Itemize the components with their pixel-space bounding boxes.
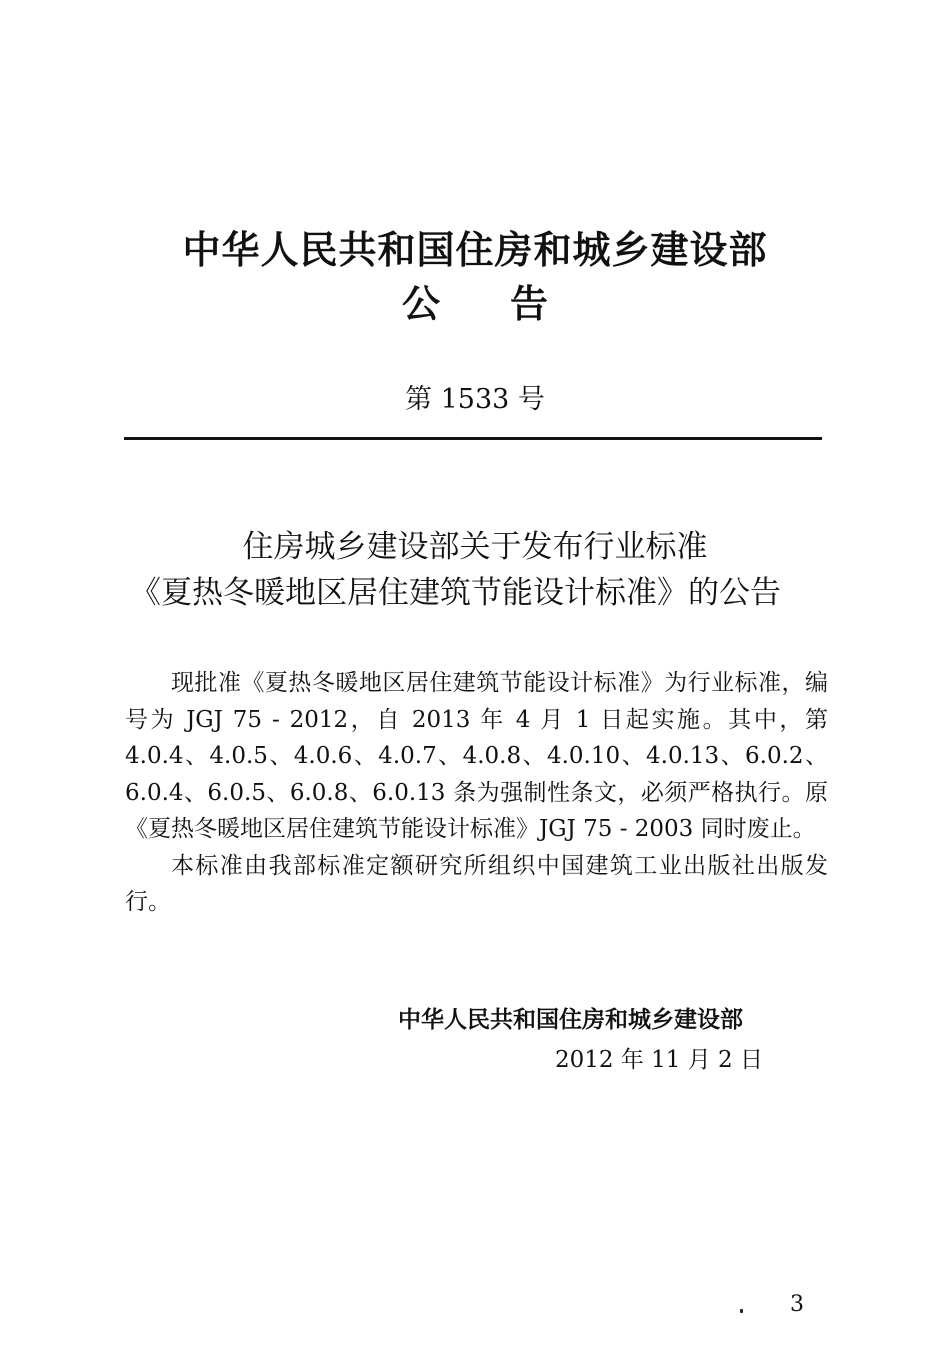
signature-issuer: 中华人民共和国住房和城乡建设部 — [398, 1007, 743, 1033]
header-divider — [124, 437, 822, 440]
scan-speck — [740, 1309, 743, 1313]
issuer-heading: 中华人民共和国住房和城乡建设部 — [182, 228, 768, 272]
notice-number: 第 1533 号 — [405, 384, 545, 415]
notice-label: 公告 — [401, 282, 618, 326]
body-paragraph: 现批准《夏热冬暖地区居住建筑节能设计标准》为行业标准，编号为 JGJ 75 - 2012，自 2013 年 4 月 1 日起实施。其中，第 4.0.4、4.0.5、4.0.6、4.0.7、4.0.8、4.0.10、4.0.13、6.0.2、6.0.4、6.0.5、6.0.8、6.0.13 条为强制性条文，必须严格执行。原《夏热冬暖地区居住建筑节能设计标准》JGJ 75 - 2003 同时废止。 — [125, 670, 828, 842]
subject-line-1: 住房城乡建设部关于发布行业标准 — [242, 529, 708, 565]
notice-body — [125, 665, 828, 921]
page-number: 3 — [790, 1292, 804, 1317]
signature-date: 2012 年 11 月 2 日 — [555, 1047, 763, 1073]
body-paragraph: 本标准由我部标准定额研究所组织中国建筑工业出版社出版发行。 — [125, 852, 828, 915]
subject-line-2: 《夏热冬暖地区居住建筑节能设计标准》的公告 — [130, 575, 781, 611]
